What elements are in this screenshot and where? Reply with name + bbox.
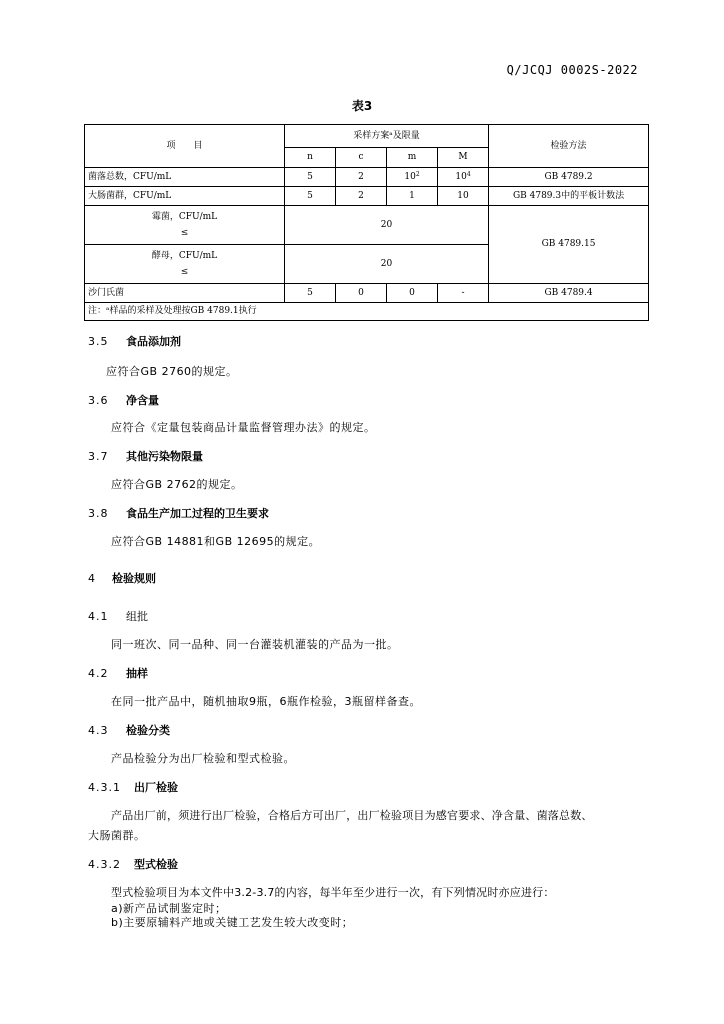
section-heading bbox=[88, 608, 148, 624]
section-text: 型式检验项目为本文件中3.2-3.7的内容，每半年至少进行一次，有下列情况时亦应进行： bbox=[111, 886, 555, 899]
section-heading bbox=[88, 856, 178, 872]
cell-item bbox=[85, 245, 285, 284]
table-row bbox=[85, 206, 649, 245]
header-sampling: 采样方案ᵃ及限量 bbox=[285, 125, 489, 148]
section-number: 3.6 bbox=[88, 394, 109, 407]
section-heading bbox=[88, 505, 269, 521]
section-text: 同一班次、同一品种、同一台灌装机灌装的产品为一批。 bbox=[111, 638, 399, 651]
cell-c: 2 bbox=[336, 187, 387, 206]
section-text: 产品检验分为出厂检验和型式检验。 bbox=[111, 752, 295, 765]
section-number: 4.3.2 bbox=[88, 858, 121, 871]
cell-c: 2 bbox=[336, 168, 387, 187]
section-title: 食品生产加工过程的卫生要求 bbox=[126, 507, 269, 520]
table-note-row bbox=[85, 303, 649, 321]
cell-item-line1: 酵母，CFU/mL bbox=[151, 251, 218, 261]
section-text: 应符合《定量包装商品计量监督管理办法》的规定。 bbox=[111, 421, 376, 434]
section-text: 应符合GB 2760的规定。 bbox=[106, 365, 238, 378]
cell-method: GB 4789.4 bbox=[489, 284, 649, 303]
cell-item-line2: ≤ bbox=[180, 267, 189, 277]
chapter-heading bbox=[88, 570, 156, 586]
section-title: 组批 bbox=[126, 610, 148, 623]
section-number: 4 bbox=[88, 572, 96, 585]
cell-m: 1 bbox=[387, 187, 438, 206]
document-code: Q/JCQJ 0002S-2022 bbox=[506, 63, 638, 77]
table-row bbox=[85, 284, 649, 303]
section-text: 应符合GB 14881和GB 12695的规定。 bbox=[111, 535, 321, 548]
cell-M-base: 10 bbox=[455, 171, 467, 182]
section-heading bbox=[88, 665, 148, 681]
cell-item: 沙门氏菌 bbox=[85, 284, 285, 303]
cell-method: GB 4789.2 bbox=[489, 168, 649, 187]
section-number: 3.8 bbox=[88, 507, 109, 520]
section-number: 4.2 bbox=[88, 667, 109, 680]
section-heading bbox=[88, 722, 170, 738]
cell-method: GB 4789.3中的平板计数法 bbox=[489, 187, 649, 206]
header-c: c bbox=[336, 148, 387, 168]
header-m: m bbox=[387, 148, 438, 168]
cell-item-line2: ≤ bbox=[180, 228, 189, 238]
section-heading bbox=[88, 779, 178, 795]
cell-m bbox=[387, 168, 438, 187]
table-row bbox=[85, 187, 649, 206]
cell-M-exp: 4 bbox=[466, 170, 471, 178]
section-number: 4.3 bbox=[88, 724, 109, 737]
section-number: 4.1 bbox=[88, 610, 109, 623]
cell-M: 10 bbox=[438, 187, 489, 206]
section-title: 抽样 bbox=[126, 667, 148, 680]
section-number: 3.5 bbox=[88, 335, 109, 348]
section-heading bbox=[88, 392, 159, 408]
section-heading bbox=[88, 448, 203, 464]
section-title: 食品添加剂 bbox=[126, 335, 181, 348]
cell-item: 菌落总数，CFU/mL bbox=[85, 168, 285, 187]
header-item: 项 目 bbox=[85, 125, 285, 168]
list-item: b)主要原辅料产地或关键工艺发生较大改变时； bbox=[111, 916, 354, 929]
cell-M: - bbox=[438, 284, 489, 303]
table-header-row bbox=[85, 125, 649, 148]
header-method: 检验方法 bbox=[489, 125, 649, 168]
cell-m-exp: 2 bbox=[415, 170, 420, 178]
header-M: M bbox=[438, 148, 489, 168]
cell-m: 0 bbox=[387, 284, 438, 303]
cell-item: 大肠菌群，CFU/mL bbox=[85, 187, 285, 206]
cell-limit: 20 bbox=[285, 245, 489, 284]
section-text: 在同一批产品中，随机抽取9瓶，6瓶作检验，3瓶留样备查。 bbox=[111, 695, 421, 708]
cell-M bbox=[438, 168, 489, 187]
section-title: 型式检验 bbox=[134, 858, 178, 871]
cell-n: 5 bbox=[285, 187, 336, 206]
section-title: 其他污染物限量 bbox=[126, 450, 203, 463]
table-row bbox=[85, 168, 649, 187]
section-title: 出厂检验 bbox=[134, 781, 178, 794]
header-n: n bbox=[285, 148, 336, 168]
list-item: a)新产品试制鉴定时； bbox=[111, 902, 227, 915]
cell-item bbox=[85, 206, 285, 245]
section-title: 检验规则 bbox=[112, 572, 156, 585]
cell-n: 5 bbox=[285, 284, 336, 303]
section-number: 3.7 bbox=[88, 450, 109, 463]
section-heading bbox=[88, 333, 181, 349]
section-text-cont: 大肠菌群。 bbox=[88, 829, 146, 842]
section-text: 应符合GB 2762的规定。 bbox=[111, 478, 243, 491]
cell-m-base: 10 bbox=[404, 171, 416, 182]
cell-item-line1: 霉菌，CFU/mL bbox=[151, 212, 218, 222]
cell-limit: 20 bbox=[285, 206, 489, 245]
cell-n: 5 bbox=[285, 168, 336, 187]
section-number: 4.3.1 bbox=[88, 781, 121, 794]
table-caption: 表3 bbox=[351, 99, 373, 113]
table-note: 注：ᵃ样品的采样及处理按GB 4789.1执行 bbox=[85, 303, 649, 321]
section-text: 产品出厂前，须进行出厂检验，合格后方可出厂，出厂检验项目为感官要求、净含量、菌落总数、 bbox=[111, 809, 593, 822]
section-title: 检验分类 bbox=[126, 724, 170, 737]
table-3 bbox=[84, 124, 649, 321]
cell-method: GB 4789.15 bbox=[489, 206, 649, 284]
section-title: 净含量 bbox=[126, 394, 159, 407]
cell-c: 0 bbox=[336, 284, 387, 303]
